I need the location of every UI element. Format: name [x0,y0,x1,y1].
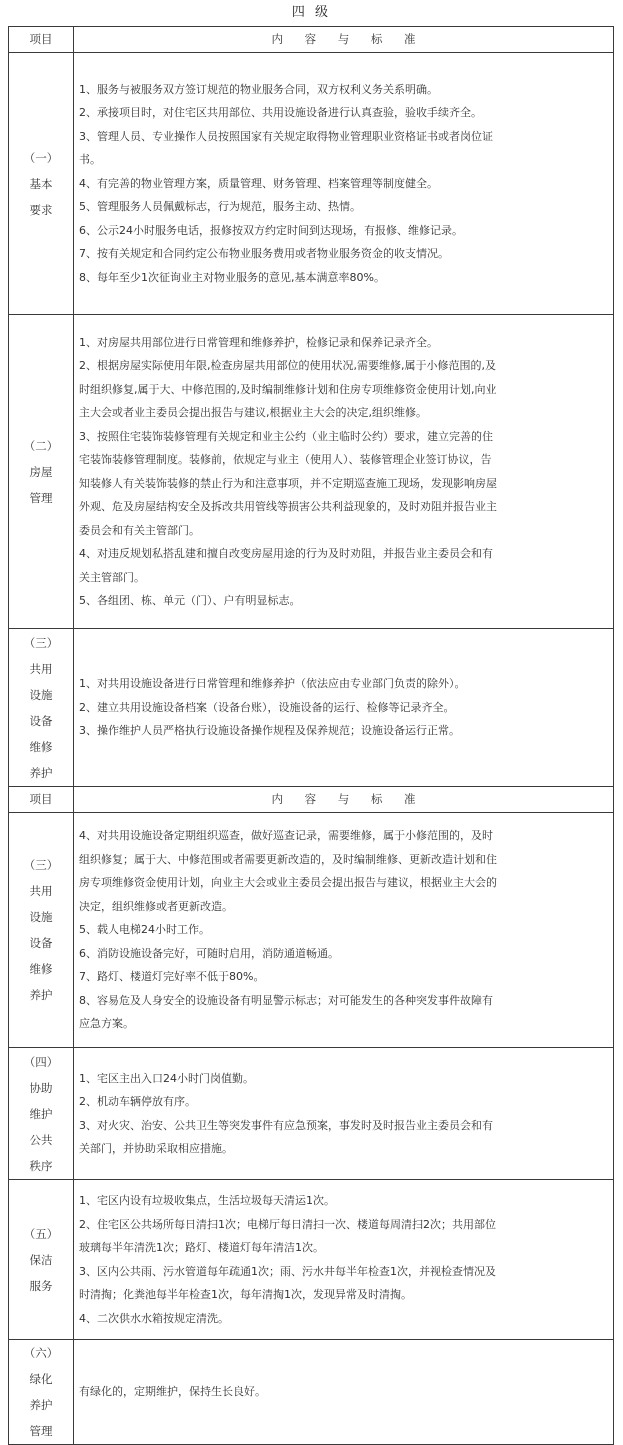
standard-text-line: 3、按照住宅装饰装修管理有关规定和业主公约（业主临时公约）要求，建立完善的住 [79,429,493,443]
standard-text-line: 3、对火灾、治安、公共卫生等突发事件有应急预案，事发时及时报告业主委员会和有 [79,1118,493,1132]
standard-text-line: 4、二次供水水箱按规定清洗。 [79,1311,229,1325]
header-item-cell: 项目 [9,787,74,813]
section-row [9,813,614,1048]
category-cell [9,1048,74,1180]
standard-text-line: 4、有完善的物业管理方案，质量管理、财务管理、档案管理等制度健全。 [79,176,438,190]
standard-text-line: 7、按有关规定和合同约定公布物业服务费用或者物业服务资金的收支情况。 [79,247,449,261]
header-content-cell: 内 容 与 标 准 [74,27,614,53]
category-cell [9,315,74,629]
category-label-line: （三） [23,635,59,650]
standard-text-line: 7、路灯、楼道灯完好率不低于80%。 [79,970,265,984]
standard-text-line: 6、公示24小时服务电话，报修按双方约定时间到达现场，有报修、维修记录。 [79,223,463,237]
category-label-line: （三） [23,858,59,872]
category-cell [9,53,74,315]
standard-text-line: 1、对共用设施设备进行日常管理和维修养护（依法应由专业部门负责的除外）。 [79,677,466,691]
category-label-line: 维护 [29,1106,53,1121]
category-label-line: 养护 [29,765,53,780]
standard-text-line: 时组织修复,属于大、中修范围的,及时编制维修计划和住房专项维修资金使用计划,向业 [79,382,497,396]
standard-text-line: 8、每年至少1次征询业主对物业服务的意见,基本满意率80%。 [79,270,385,284]
category-label-line: 秩序 [29,1158,53,1173]
standard-text-line: 4、对违反规划私搭乱建和擅自改变房屋用途的行为及时劝阻，并报告业主委员会和有 [79,547,493,560]
standard-text-line: 2、承接项目时，对住宅区共用部位、共用设施设备进行认真查验，验收手续齐全。 [79,106,482,120]
standard-text-line: 时清掏；化粪池每半年检查1次，每年清掏1次，发现异常及时清掏。 [79,1288,412,1301]
standard-text-line: 玻璃每半年清洗1次；路灯、楼道灯每年清洁1次。 [79,1241,324,1254]
section-row [9,315,614,629]
standard-text-line: 应急方案。 [79,1017,134,1031]
category-label-line: 管理 [29,490,53,505]
category-label-line: （六） [23,1346,59,1360]
standard-text-line: 2、根据房屋实际使用年限,检查房屋共用部位的使用状况,需要维修,属于小修范围的,及 [79,359,496,372]
standard-text-line: 8、容易危及人身安全的设施设备有明显警示标志；对可能发生的各种突发事件故障有 [79,993,493,1007]
standard-text-line: 2、建立共用设施设备档案（设备台账），设施设备的运行、检修等记录齐全。 [79,700,455,714]
standard-text-line: 外观、危及房屋结构安全及拆改共用管线等损害公共利益现象的，及时劝阻并报告业主 [79,500,497,513]
category-label-line: （四） [23,1054,59,1069]
standard-text-line: 1、服务与被服务双方签订规范的物业服务合同，双方权利义务关系明确。 [79,82,438,96]
content-cell [74,1048,614,1180]
standard-text-line: 主大会或者业主委员会提出报告与建议,根据业主大会的决定,组织维修。 [79,406,427,419]
category-label-line: 保洁 [29,1252,53,1267]
category-label-line: 基本 [29,176,53,191]
content-cell [74,813,614,1048]
standard-text-line: 3、管理人员、专业操作人员按照国家有关规定取得物业管理职业资格证书或者岗位证 [79,129,493,143]
category-label-line: 协助 [29,1080,53,1095]
standard-text-line: 委员会和有关主管部门。 [79,523,200,537]
category-label-line: 设施 [29,687,53,702]
section-row [9,1180,614,1340]
category-label-line: 设备 [29,936,53,950]
category-label-line: 共用 [29,661,53,676]
standard-text-line: 关部门，并协助采取相应措施。 [79,1142,233,1155]
category-label-line: 维修 [29,962,53,976]
standard-text-line: 关主管部门。 [79,570,145,584]
standard-text-line: 5、管理服务人员佩戴标志，行为规范，服务主动、热情。 [79,200,361,214]
category-label-line: 共用 [29,884,53,898]
standard-text-line: 5、载人电梯24小时工作。 [79,923,210,937]
category-label-line: 房屋 [29,464,53,479]
standard-text-line: 1、宅区主出入口24小时门岗值勤。 [79,1071,254,1085]
standard-text-line: 决定，组织维修或者更新改造。 [79,899,233,913]
category-label-line: 服务 [29,1278,53,1293]
category-cell [9,629,74,787]
standard-text-line: 1、宅区内设有垃圾收集点，生活垃圾每天清运1次。 [79,1194,335,1207]
standards-table [8,26,614,1445]
section-row [9,53,614,315]
category-label-line: （一） [23,150,59,165]
standard-text-line: 4、对共用设施设备定期组织巡查，做好巡查记录，需要维修，属于小修范围的，及时 [79,829,493,843]
standard-text-line: 有绿化的，定期维护，保持生长良好。 [79,1385,266,1399]
header-content-cell: 内 容 与 标 准 [74,787,614,813]
category-label-line: （五） [23,1226,59,1241]
header-item-cell: 项目 [9,27,74,53]
category-label-line: （二） [23,438,59,453]
standard-text-line: 书。 [79,153,101,167]
standard-text-line: 5、各组团、栋、单元（门）、户有明显标志。 [79,594,301,607]
category-label-line: 养护 [29,1398,53,1412]
standard-text-line: 3、操作维护人员严格执行设施设备操作规程及保养规范；设施设备运行正常。 [79,724,460,738]
category-label-line: 维修 [29,739,53,754]
standard-text-line: 房专项维修资金使用计划，向业主大会或业主委员会提出报告与建议，根据业主大会的 [79,876,497,890]
standard-text-line: 宅装饰装修管理制度。装修前，依规定与业主（使用人）、装修管理企业签订协议，告 [79,453,492,466]
content-cell [74,53,614,315]
category-cell [9,813,74,1048]
standard-text-line: 1、对房屋共用部位进行日常管理和维修养护，检修记录和保养记录齐全。 [79,335,438,349]
page-heading: 四 级 [291,5,332,20]
section-row [9,629,614,787]
category-label-line: 管理 [29,1424,53,1438]
table-header-row [9,787,614,813]
category-cell [9,1180,74,1340]
category-label-line: 设施 [29,910,53,924]
category-label-line: 养护 [29,988,53,1002]
standard-text-line: 2、住宅区公共场所每日清扫1次；电梯厅每日清扫一次、楼道每周清扫2次；共用部位 [79,1217,496,1231]
category-label-line: 绿化 [29,1372,53,1386]
content-cell [74,1180,614,1340]
section-row [9,1048,614,1180]
content-cell [74,315,614,629]
standard-text-line: 组织修复；属于大、中修范围或者需要更新改造的，及时编制维修、更新改造计划和住 [79,852,497,866]
category-label-line: 公共 [29,1132,53,1147]
standard-text-line: 知装修人有关装饰装修的禁止行为和注意事项，并不定期巡查施工现场，发现影响房屋 [79,476,497,490]
standard-text-line: 2、机动车辆停放有序。 [79,1095,196,1108]
content-cell [74,629,614,787]
standard-text-line: 6、消防设施设备完好，可随时启用，消防通道畅通。 [79,946,339,960]
standard-text-line: 3、区内公共雨、污水管道每年疏通1次；雨、污水井每半年检查1次，并视检查情况及 [79,1264,496,1278]
category-label-line: 要求 [29,202,53,217]
table-header-row [9,27,614,53]
category-label-line: 设备 [29,713,53,728]
